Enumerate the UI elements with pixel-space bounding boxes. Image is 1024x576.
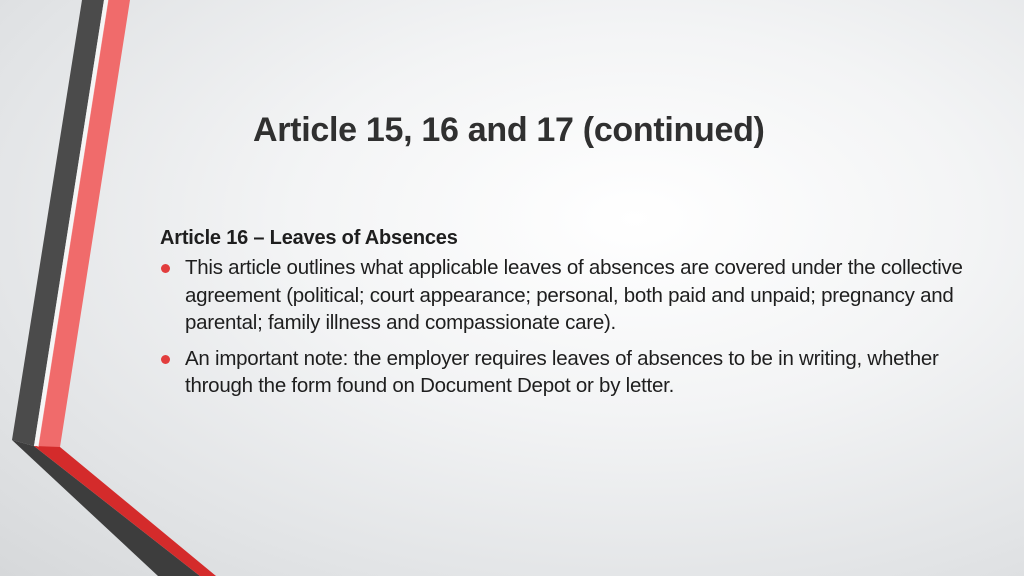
bullet-item — [160, 254, 972, 337]
bullet-list — [160, 254, 972, 400]
stripe-red-lower — [34, 446, 216, 576]
bullet-dot-icon — [161, 264, 170, 273]
stripe-gap — [34, 0, 108, 447]
section-heading: Article 16 – Leaves of Absences — [160, 227, 458, 249]
stripe-dark-lower — [12, 440, 200, 576]
slide-body — [160, 224, 972, 408]
bullet-dot-icon — [161, 355, 170, 364]
bullet-text: An important note: the employer requires leaves of absences to be in writing, whether through the form found on Document Depot or by letter. — [185, 346, 939, 397]
bullet-item — [160, 345, 972, 400]
bullet-text: This article outlines what applicable leaves of absences are covered under the collective agreement (political; court appearance; personal, both paid and unpaid; pregnancy and parental; family illness and compassionate care). — [185, 256, 963, 334]
slide-title: Article 15, 16 and 17 (continued) — [253, 111, 765, 149]
